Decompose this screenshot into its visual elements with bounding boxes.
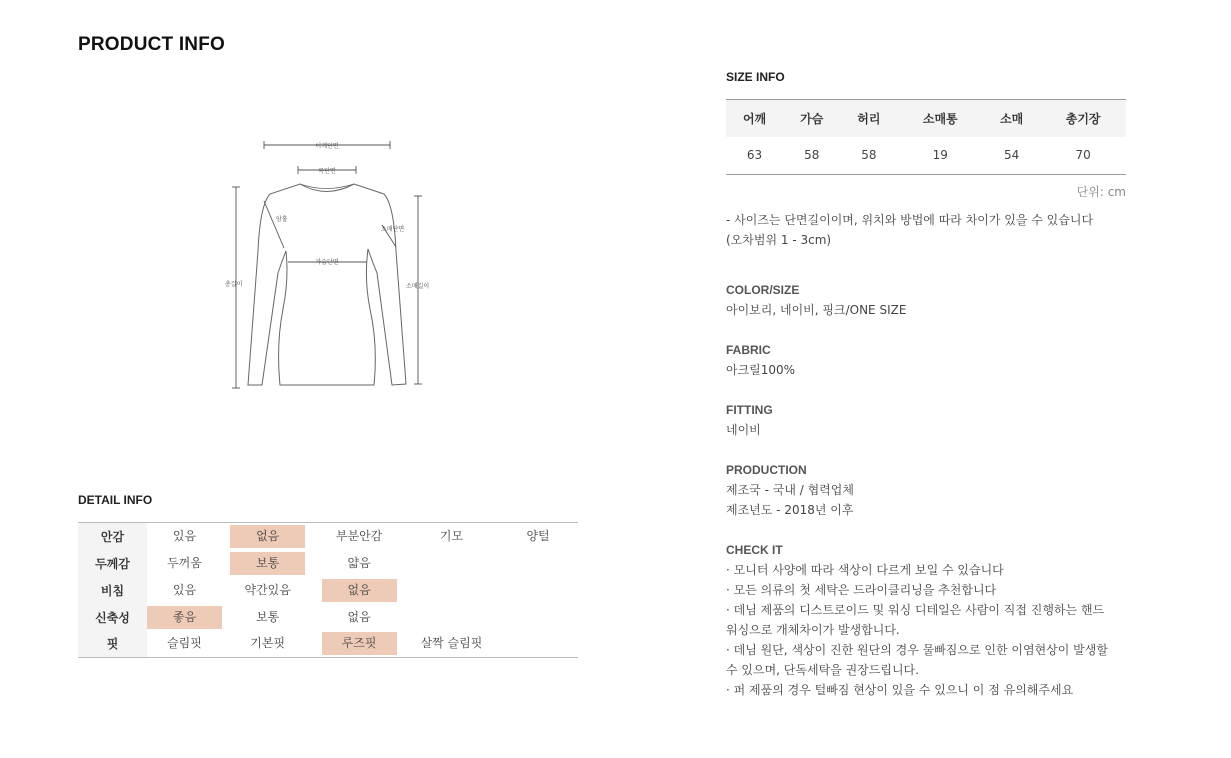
info-section — [726, 400, 1136, 440]
size-value-cell: 19 — [932, 148, 948, 163]
info-section-heading: CHECK IT — [726, 543, 783, 557]
diagram-label-chest: 가슴단면 — [315, 259, 339, 266]
info-section-heading: FABRIC — [726, 343, 771, 357]
size-unit: 단위: cm — [1076, 185, 1126, 199]
diagram-label-sleeve-length: 소매길이 — [406, 283, 430, 290]
info-section-line: · 퍼 제품의 경우 털빠짐 현상이 있을 수 있으니 이 점 유의해주세요 — [726, 683, 1074, 697]
size-value-cell: 58 — [804, 148, 820, 163]
info-section-line: · 모든 의류의 첫 세탁은 드라이클리닝을 추천합니다 — [726, 583, 997, 597]
diagram-label-sleeve-width: 소매단면 — [381, 226, 405, 233]
detail-row — [78, 631, 578, 658]
info-section-heading: COLOR/SIZE — [726, 283, 800, 297]
detail-option-cell — [222, 604, 313, 631]
detail-option-selected: 좋음 — [147, 606, 222, 629]
detail-option: 얇음 — [347, 555, 371, 570]
garment-size-diagram — [222, 133, 437, 393]
info-section — [726, 460, 1136, 520]
size-note-line: - 사이즈는 단면길이이며, 위치와 방법에 따라 차이가 있을 수 있습니다 — [726, 213, 1094, 227]
detail-option-cell — [405, 631, 498, 658]
size-value-cell: 58 — [861, 148, 877, 163]
detail-option-selected: 없음 — [322, 579, 397, 602]
detail-option-cell — [147, 631, 222, 658]
detail-option-cell — [313, 631, 404, 658]
size-value-row — [726, 137, 1126, 175]
size-info-table — [726, 99, 1126, 175]
size-note — [726, 210, 1126, 250]
size-value-cell: 70 — [1075, 148, 1091, 163]
detail-option-cell — [405, 523, 498, 550]
detail-option: 슬림핏 — [167, 636, 202, 651]
detail-row-label: 안감 — [78, 523, 147, 550]
detail-option: 보통 — [256, 609, 280, 624]
info-section — [726, 280, 1136, 320]
info-section-heading: FITTING — [726, 403, 773, 417]
detail-option-cell — [405, 550, 498, 577]
diagram-label-neck: 목단면 — [318, 168, 336, 175]
detail-option-selected: 루즈핏 — [322, 632, 397, 655]
detail-option-cell — [498, 550, 578, 577]
detail-option: 두꺼움 — [167, 555, 202, 570]
detail-option-cell — [222, 631, 313, 658]
detail-row-label: 신축성 — [78, 604, 147, 631]
info-section-line: · 모니터 사양에 따라 색상이 다르게 보일 수 있습니다 — [726, 563, 1004, 577]
detail-option-cell — [147, 550, 222, 577]
detail-option-cell — [313, 604, 404, 631]
detail-option-cell — [313, 577, 404, 604]
size-note-line: (오차범위 1 - 3cm) — [726, 233, 832, 247]
info-section-line: 아크릴100% — [726, 363, 796, 377]
diagram-label-shoulder: 어깨단면 — [315, 143, 339, 150]
detail-option-selected: 보통 — [230, 552, 305, 575]
detail-row — [78, 550, 578, 577]
detail-row — [78, 577, 578, 604]
detail-option: 있음 — [172, 528, 197, 543]
detail-option-cell — [313, 523, 404, 550]
detail-row-label: 핏 — [78, 631, 147, 658]
detail-option-cell — [147, 604, 222, 631]
detail-option-selected: 없음 — [230, 525, 305, 548]
detail-option-cell — [147, 523, 222, 550]
info-section-line: 워싱으로 개체차이가 발생합니다. — [726, 623, 900, 637]
info-section-line: 제조년도 - 2018년 이후 — [726, 503, 854, 517]
size-header-cell: 총기장 — [1040, 100, 1126, 137]
size-value-cell: 63 — [746, 148, 763, 163]
info-section-line: 네이비 — [726, 423, 761, 437]
detail-option-cell — [405, 604, 498, 631]
detail-row-label: 두께감 — [78, 550, 147, 577]
info-section — [726, 340, 1136, 380]
detail-option: 기본핏 — [250, 636, 286, 651]
diagram-label-total-length: 총길이 — [225, 281, 243, 288]
detail-option: 양털 — [526, 528, 550, 543]
size-header-cell: 소매통 — [897, 100, 983, 137]
diagram-label-armhole: 암홀 — [276, 216, 288, 223]
info-section — [726, 540, 1136, 700]
detail-option-cell — [405, 577, 498, 604]
size-header-cell: 소매 — [983, 100, 1040, 137]
detail-option: 없음 — [347, 609, 371, 624]
info-section-line: 수 있으며, 단독세탁을 권장드립니다. — [726, 663, 919, 677]
detail-row-label: 비침 — [78, 577, 147, 604]
detail-row — [78, 604, 578, 631]
size-header-cell: 허리 — [840, 100, 897, 137]
detail-option: 살짝 슬림핏 — [420, 636, 483, 651]
size-value-cell: 54 — [1004, 148, 1020, 163]
info-section-line: · 데님 원단, 색상이 진한 원단의 경우 물빠짐으로 인한 이염현상이 발생할 — [726, 643, 1108, 657]
detail-option-cell — [222, 577, 313, 604]
size-header-cell: 어깨 — [726, 100, 783, 137]
detail-row — [78, 523, 578, 550]
detail-option-cell — [498, 577, 578, 604]
detail-info-table — [78, 522, 578, 658]
detail-option-cell — [498, 523, 578, 550]
size-header-row — [726, 100, 1126, 137]
detail-option: 약간있음 — [244, 582, 291, 597]
detail-option-cell — [498, 604, 578, 631]
page-title: PRODUCT INFO — [78, 34, 226, 55]
detail-option-cell — [313, 550, 404, 577]
size-info-title: SIZE INFO — [726, 70, 785, 84]
detail-option-cell — [498, 631, 578, 658]
detail-option: 기모 — [439, 528, 464, 543]
detail-option: 부분안감 — [335, 528, 383, 543]
detail-option: 있음 — [172, 582, 197, 597]
detail-option-cell — [222, 523, 313, 550]
detail-info-title: DETAIL INFO — [78, 493, 153, 507]
info-section-heading: PRODUCTION — [726, 463, 807, 477]
detail-option-cell — [222, 550, 313, 577]
size-header-cell: 가슴 — [783, 100, 840, 137]
detail-option-cell — [147, 577, 222, 604]
info-section-line: 제조국 - 국내 / 협력업체 — [726, 483, 854, 497]
info-section-line: 아이보리, 네이비, 핑크/ONE SIZE — [726, 303, 907, 317]
info-section-line: · 데님 제품의 디스트로이드 및 워싱 디테일은 사람이 직접 진행하는 핸드 — [726, 603, 1105, 617]
